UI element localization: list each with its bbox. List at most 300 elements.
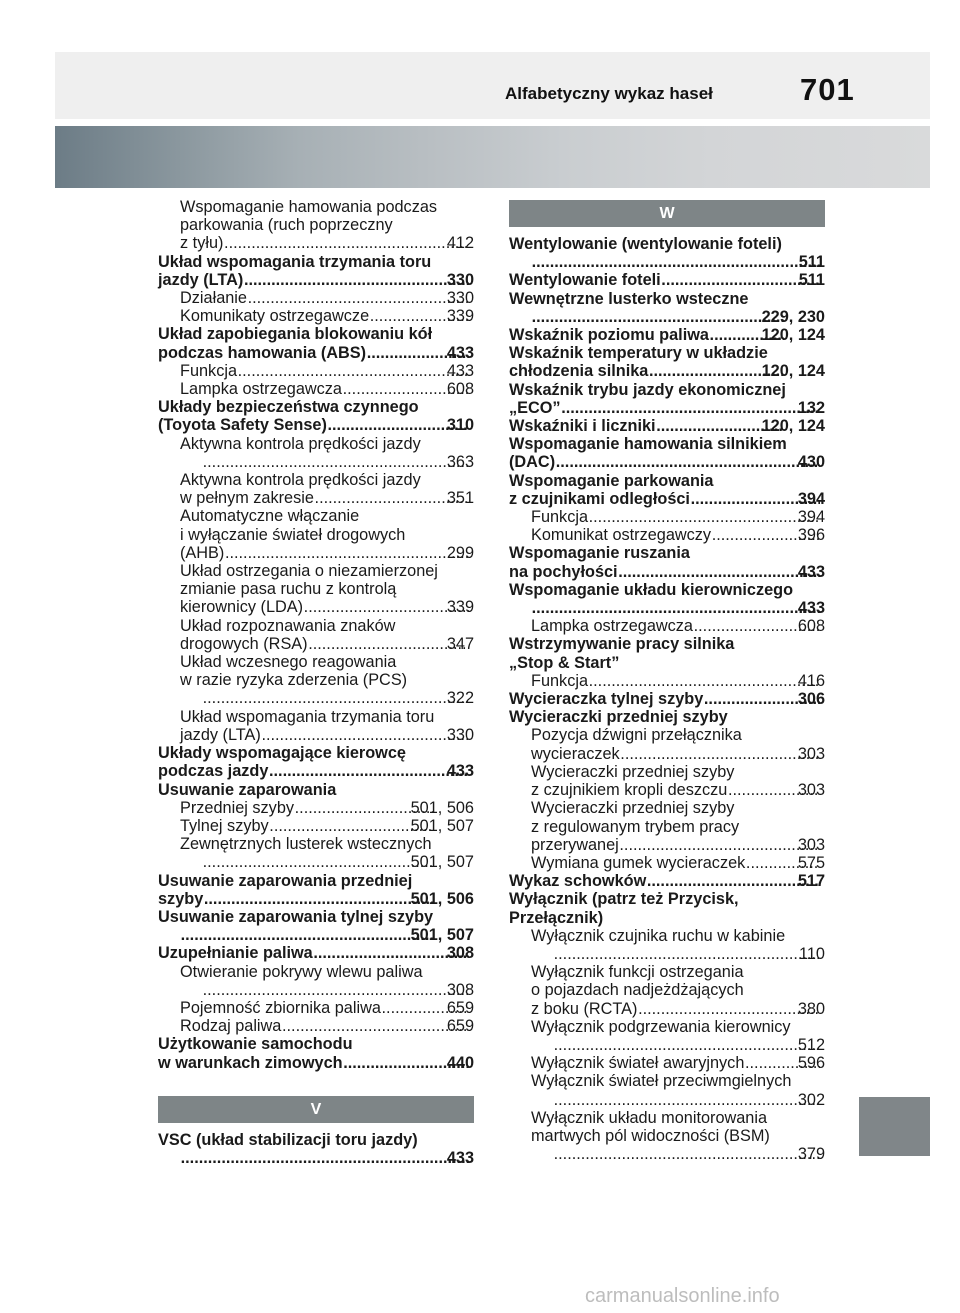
page-reference: 308 bbox=[446, 980, 474, 999]
entry-line bbox=[158, 343, 474, 362]
entry-line: Wspomaganie ruszania bbox=[509, 544, 690, 563]
page-reference: 339 bbox=[446, 598, 474, 617]
index-entry bbox=[158, 708, 474, 744]
entry-line bbox=[180, 725, 474, 744]
dot-leader bbox=[202, 453, 469, 471]
page-reference: 306 bbox=[797, 690, 825, 709]
entry-term: Wskaźnik poziomu paliwa bbox=[509, 326, 709, 345]
index-entry bbox=[158, 325, 474, 361]
index-entry bbox=[509, 690, 825, 708]
entry-line: Otwieranie pokrywy wlewu paliwa bbox=[180, 962, 423, 981]
dot-leader bbox=[637, 1000, 819, 1018]
entry-line: Wyłącznik świateł przeciwmgielnych bbox=[531, 1072, 792, 1091]
page-reference: 303 bbox=[797, 781, 825, 800]
entry-line bbox=[158, 1053, 474, 1072]
dot-leader bbox=[180, 1149, 469, 1167]
dot-leader bbox=[224, 544, 469, 562]
entry-line bbox=[509, 453, 825, 472]
entry-line bbox=[180, 489, 474, 508]
entry-line: Wyłącznik funkcji ostrzegania bbox=[531, 963, 744, 982]
entry-line: Układ zapobiegania blokowaniu kół bbox=[158, 325, 433, 344]
index-entry bbox=[158, 1131, 474, 1167]
index-entry bbox=[509, 326, 825, 344]
index-entry bbox=[158, 198, 474, 253]
entry-line bbox=[180, 307, 474, 326]
page-reference: 412 bbox=[446, 234, 474, 253]
entry-line: Układ rozpoznawania znaków bbox=[180, 616, 396, 635]
entry-term: Wskaźniki i liczniki bbox=[509, 417, 656, 436]
page-reference: 501, 507 bbox=[410, 816, 474, 835]
page-reference: 440 bbox=[446, 1053, 474, 1072]
index-entry bbox=[158, 744, 474, 780]
dot-leader bbox=[553, 945, 821, 963]
entry-line bbox=[531, 617, 825, 636]
page-reference: 433 bbox=[446, 762, 474, 781]
index-entry bbox=[509, 1054, 825, 1072]
index-entry bbox=[158, 944, 474, 962]
dot-leader bbox=[313, 944, 469, 962]
entry-line: Aktywna kontrola prędkości jazdy bbox=[180, 434, 421, 453]
entry-line bbox=[180, 543, 474, 562]
page-reference: 322 bbox=[446, 689, 474, 708]
entry-line bbox=[531, 253, 825, 271]
page-reference: 303 bbox=[797, 744, 825, 763]
entry-line bbox=[509, 271, 825, 290]
section-w-entries bbox=[509, 235, 825, 1163]
index-entry bbox=[509, 872, 825, 890]
entry-term: Funkcja bbox=[180, 361, 238, 380]
dot-leader bbox=[180, 926, 433, 944]
entry-line bbox=[180, 289, 474, 308]
entry-line bbox=[202, 981, 474, 999]
entry-term: jazdy (LTA) bbox=[158, 270, 244, 289]
index-entry bbox=[158, 380, 474, 398]
index-column-right bbox=[509, 198, 825, 1163]
page-reference: 330 bbox=[446, 270, 474, 289]
entry-line bbox=[509, 690, 825, 709]
dot-leader bbox=[203, 890, 432, 908]
entry-line bbox=[531, 999, 825, 1018]
index-entry bbox=[158, 289, 474, 307]
entry-term: jazdy (LTA) bbox=[180, 725, 261, 744]
page-reference: 608 bbox=[797, 617, 825, 636]
index-entry bbox=[158, 253, 474, 289]
index-entry bbox=[158, 307, 474, 325]
entry-line bbox=[180, 798, 474, 817]
page-reference: 303 bbox=[797, 835, 825, 854]
dot-leader bbox=[202, 689, 469, 707]
entry-line: Usuwanie zaparowania tylnej szyby bbox=[158, 907, 434, 926]
dot-leader bbox=[646, 872, 820, 890]
entry-line: Wentylowanie (wentylowanie foteli) bbox=[509, 235, 782, 253]
entry-line: Układy bezpieczeństwa czynnego bbox=[158, 398, 419, 417]
entry-line: martwych pól widoczności (BSM) bbox=[531, 1126, 770, 1145]
entry-term: kierownicy (LDA) bbox=[180, 598, 304, 617]
entry-line: Automatyczne włączanie bbox=[180, 507, 360, 526]
entry-term: Przedniej szyby bbox=[180, 798, 295, 817]
entry-term: Funkcja bbox=[531, 508, 589, 527]
header-photo-band bbox=[55, 126, 930, 188]
page-number: 701 bbox=[800, 72, 855, 107]
page-reference: 501, 507 bbox=[410, 926, 474, 945]
entry-line bbox=[509, 417, 825, 436]
page-reference: 308 bbox=[446, 944, 474, 963]
section-v-entries bbox=[158, 1131, 474, 1167]
entry-line bbox=[509, 653, 825, 672]
entry-line bbox=[158, 416, 474, 435]
entry-term: przerywanej bbox=[531, 835, 619, 854]
dot-leader bbox=[223, 234, 468, 252]
entry-line: Wyłącznik (patrz też Przycisk, bbox=[509, 890, 739, 909]
entry-line bbox=[509, 398, 825, 417]
index-entry bbox=[158, 999, 474, 1017]
dot-leader bbox=[202, 853, 433, 871]
entry-line: Pozycja dźwigni przełącznika bbox=[531, 726, 742, 745]
entry-term: Lampka ostrzegawcza bbox=[531, 617, 693, 636]
entry-line: Wstrzymywanie pracy silnika bbox=[509, 635, 735, 654]
index-entry bbox=[509, 344, 825, 380]
entry-term: Przełącznik) bbox=[509, 908, 604, 927]
entry-line bbox=[509, 362, 825, 381]
page-reference: 416 bbox=[797, 671, 825, 690]
index-entry bbox=[509, 854, 825, 872]
entry-line: z regulowanym trybem pracy bbox=[531, 817, 740, 836]
entry-line: parkowania (ruch poprzeczny bbox=[180, 216, 393, 235]
page-reference: 302 bbox=[797, 1090, 825, 1109]
entry-term: (AHB) bbox=[180, 543, 225, 562]
index-entry bbox=[509, 708, 825, 726]
dot-leader bbox=[281, 1017, 468, 1035]
page-reference: 511 bbox=[798, 253, 825, 272]
entry-line: i wyłączanie świateł drogowych bbox=[180, 525, 406, 544]
dot-leader bbox=[588, 508, 820, 526]
page-reference: 433 bbox=[446, 361, 474, 380]
entry-line bbox=[180, 634, 474, 653]
index-entry bbox=[509, 726, 825, 762]
dot-leader bbox=[561, 399, 820, 417]
dot-leader bbox=[553, 1145, 820, 1163]
entry-line: Zewnętrznych lusterek wstecznych bbox=[180, 835, 432, 854]
entry-line: o pojazdach nadjeżdżających bbox=[531, 981, 744, 1000]
dot-leader bbox=[620, 745, 820, 763]
dot-leader bbox=[247, 289, 469, 307]
entry-line bbox=[158, 270, 474, 289]
entry-line bbox=[509, 489, 825, 508]
entry-term: w pełnym zakresie bbox=[180, 489, 314, 508]
entry-line bbox=[180, 380, 474, 399]
entry-line bbox=[158, 889, 474, 908]
entry-line bbox=[531, 508, 825, 527]
entry-term: z czujnikami odległości bbox=[509, 489, 690, 508]
dot-leader bbox=[269, 817, 433, 835]
dot-leader bbox=[268, 762, 468, 780]
page-reference: 511 bbox=[798, 271, 825, 290]
dot-leader bbox=[243, 271, 469, 289]
index-entry bbox=[509, 763, 825, 799]
index-entry bbox=[509, 417, 825, 435]
page-reference: 575 bbox=[797, 853, 825, 872]
page-reference: 501, 506 bbox=[410, 798, 474, 817]
page-reference: 433 bbox=[797, 599, 825, 618]
entry-line bbox=[553, 1036, 825, 1054]
entry-line: zmianie pasa ruchu z kontrolą bbox=[180, 580, 397, 599]
index-entry bbox=[158, 362, 474, 380]
page-reference: 659 bbox=[446, 998, 474, 1017]
entry-term: Wykaz schowków bbox=[509, 872, 647, 891]
index-entry bbox=[509, 472, 825, 508]
page-reference: 310 bbox=[446, 416, 474, 435]
entry-line: Wspomaganie hamowania podczas bbox=[180, 198, 438, 216]
entry-line bbox=[180, 816, 474, 835]
entry-line: Wyłącznik układu monitorowania bbox=[531, 1108, 768, 1127]
index-entry bbox=[509, 544, 825, 580]
entry-term: Usuwanie zaparowania bbox=[158, 780, 337, 799]
page-reference: 596 bbox=[797, 1054, 825, 1073]
entry-line bbox=[509, 872, 825, 891]
header-band bbox=[55, 52, 930, 119]
index-entry bbox=[158, 963, 474, 999]
entry-term: chłodzenia silnika bbox=[509, 362, 649, 381]
entry-term: „Stop & Start” bbox=[509, 653, 620, 672]
index-entry bbox=[509, 1018, 825, 1054]
entry-line bbox=[531, 835, 825, 854]
page-reference: 120, 124 bbox=[761, 362, 825, 381]
entry-line bbox=[202, 689, 474, 707]
index-entry bbox=[158, 799, 474, 817]
entry-line bbox=[509, 562, 825, 581]
page-reference: 396 bbox=[797, 526, 825, 545]
entry-term: z czujnikiem kropli deszczu bbox=[531, 781, 728, 800]
index-entry bbox=[158, 835, 474, 871]
index-entry bbox=[509, 672, 825, 690]
entry-line: Wskaźnik temperatury w układzie bbox=[509, 344, 768, 363]
index-entry bbox=[158, 781, 474, 799]
watermark: carmanualsonline.info bbox=[585, 1285, 780, 1307]
entry-line bbox=[509, 708, 825, 727]
entry-line bbox=[180, 1149, 474, 1167]
entry-term: Rodzaj paliwa bbox=[180, 1017, 282, 1036]
index-entry bbox=[509, 799, 825, 854]
entry-term: (Toyota Safety Sense) bbox=[158, 416, 327, 435]
entry-line: Użytkowanie samochodu bbox=[158, 1035, 353, 1054]
entry-line: Układ wspomagania trzymania toru bbox=[158, 252, 432, 271]
entry-term: Tylnej szyby bbox=[180, 816, 269, 835]
entry-line: Wspomaganie parkowania bbox=[509, 471, 714, 490]
page-reference: 351 bbox=[446, 489, 474, 508]
index-entry bbox=[158, 507, 474, 562]
index-entry bbox=[158, 562, 474, 617]
entry-term: (DAC) bbox=[509, 453, 556, 472]
entry-line bbox=[531, 599, 825, 617]
entry-line bbox=[531, 853, 825, 872]
entry-line bbox=[531, 744, 825, 763]
index-entry bbox=[509, 963, 825, 1018]
entry-term: Wyłącznik świateł awaryjnych bbox=[531, 1054, 745, 1073]
index-entry bbox=[509, 381, 825, 417]
page-reference: 512 bbox=[797, 1035, 825, 1054]
entry-line bbox=[158, 762, 474, 781]
entry-line bbox=[509, 326, 825, 345]
entry-line: Wycieraczki przedniej szyby bbox=[531, 799, 735, 818]
page-reference: 433 bbox=[446, 343, 474, 362]
dot-leader bbox=[314, 489, 469, 507]
index-entry bbox=[158, 817, 474, 835]
entry-term: Pojemność zbiornika paliwa bbox=[180, 998, 381, 1017]
entry-term: podczas jazdy bbox=[158, 762, 269, 781]
entry-line bbox=[158, 780, 474, 799]
entry-line: Wspomaganie hamowania silnikiem bbox=[509, 435, 787, 454]
page-reference: 608 bbox=[446, 380, 474, 399]
page-reference: 120, 124 bbox=[761, 326, 825, 345]
entry-term: z tyłu) bbox=[180, 234, 224, 253]
page-reference: 330 bbox=[446, 725, 474, 744]
entry-term: z boku (RCTA) bbox=[531, 999, 638, 1018]
page-reference: 380 bbox=[797, 999, 825, 1018]
entry-line: w razie ryzyka zderzenia (PCS) bbox=[180, 671, 408, 690]
dot-leader bbox=[531, 308, 784, 326]
entry-line: VSC (układ stabilizacji toru jazdy) bbox=[158, 1130, 418, 1149]
index-entry bbox=[509, 435, 825, 471]
dot-leader bbox=[553, 1091, 820, 1109]
index-entry bbox=[509, 890, 825, 926]
entry-line bbox=[531, 671, 825, 690]
entry-line: Aktywna kontrola prędkości jazdy bbox=[180, 471, 421, 490]
index-entry bbox=[158, 653, 474, 708]
dot-leader bbox=[202, 981, 469, 999]
entry-line bbox=[180, 598, 474, 617]
entry-line bbox=[180, 926, 474, 944]
entry-line bbox=[202, 853, 474, 871]
index-entry bbox=[158, 617, 474, 653]
entry-line: Układ wczesnego reagowania bbox=[180, 653, 397, 672]
chapter-thumb-tab bbox=[859, 1097, 930, 1156]
page-reference: 433 bbox=[446, 1148, 474, 1167]
index-entry bbox=[509, 526, 825, 544]
index-entry bbox=[158, 1035, 474, 1071]
section-header-v: V bbox=[158, 1096, 474, 1123]
entry-term: Komunikat ostrzegawczy bbox=[531, 526, 712, 545]
entry-line: Wycieraczki przedniej szyby bbox=[531, 762, 735, 781]
index-entry bbox=[158, 1017, 474, 1035]
entry-line bbox=[531, 781, 825, 800]
entry-line: Wyłącznik podgrzewania kierownicy bbox=[531, 1017, 791, 1036]
index-entry bbox=[509, 235, 825, 271]
page-reference: 501, 507 bbox=[410, 853, 474, 872]
dot-leader bbox=[237, 362, 469, 380]
dot-leader bbox=[618, 563, 820, 581]
entry-line: Układ ostrzegania o niezamierzonej bbox=[180, 562, 438, 581]
index-entry bbox=[509, 617, 825, 635]
entry-term: drogowych (RSA) bbox=[180, 634, 308, 653]
entry-term: Lampka ostrzegawcza bbox=[180, 380, 342, 399]
entry-term: Wymiana gumek wycieraczek bbox=[531, 853, 746, 872]
dot-leader bbox=[555, 453, 820, 471]
entry-term: Komunikaty ostrzegawcze bbox=[180, 307, 370, 326]
entry-line bbox=[202, 453, 474, 471]
dot-leader bbox=[619, 836, 820, 854]
page-reference: 517 bbox=[797, 872, 825, 891]
index-entry bbox=[158, 435, 474, 471]
page-reference: 299 bbox=[446, 543, 474, 562]
entry-term: szyby bbox=[158, 889, 204, 908]
page-reference: 659 bbox=[446, 1017, 474, 1036]
entry-line: Układy wspomagające kierowcę bbox=[158, 744, 406, 763]
index-entry bbox=[509, 290, 825, 326]
entry-line: Wyłącznik czujnika ruchu w kabinie bbox=[531, 926, 786, 945]
dot-leader bbox=[303, 598, 469, 616]
entry-term: Funkcja bbox=[531, 671, 589, 690]
page-reference: 501, 506 bbox=[410, 889, 474, 908]
entry-line bbox=[180, 361, 474, 380]
entry-term: Wycieraczka tylnej szyby bbox=[509, 690, 704, 709]
dot-leader bbox=[531, 599, 820, 617]
page-reference: 110 bbox=[799, 944, 825, 963]
entry-term: podczas hamowania (ABS) bbox=[158, 343, 367, 362]
index-entry bbox=[509, 581, 825, 617]
entry-term: Uzupełnianie paliwa bbox=[158, 944, 313, 963]
index-entry bbox=[509, 927, 825, 963]
page-reference: 330 bbox=[446, 289, 474, 308]
entry-term: „ECO” bbox=[509, 398, 561, 417]
entry-line: Usuwanie zaparowania przedniej bbox=[158, 871, 413, 890]
page-header-title: Alfabetyczny wykaz haseł bbox=[505, 84, 713, 103]
entry-line bbox=[158, 944, 474, 963]
dot-leader bbox=[661, 271, 821, 289]
dot-leader bbox=[261, 726, 469, 744]
entry-line bbox=[553, 1091, 825, 1109]
page-reference: 430 bbox=[797, 453, 825, 472]
entry-line bbox=[553, 1145, 825, 1163]
left-entries bbox=[158, 198, 474, 1072]
entry-line: Wewnętrzne lusterko wsteczne bbox=[509, 289, 749, 308]
dot-leader bbox=[553, 1036, 820, 1054]
index-entry bbox=[509, 1072, 825, 1108]
page-reference: 229, 230 bbox=[761, 307, 825, 326]
page-reference: 394 bbox=[797, 489, 825, 508]
entry-term: Wycieraczki przedniej szyby bbox=[509, 708, 728, 727]
entry-line bbox=[180, 1017, 474, 1036]
index-entry bbox=[509, 1109, 825, 1164]
entry-line bbox=[553, 945, 825, 963]
dot-leader bbox=[588, 672, 820, 690]
index-column-left bbox=[158, 198, 474, 1167]
page-reference: 347 bbox=[446, 634, 474, 653]
entry-line bbox=[180, 234, 474, 253]
page-reference: 132 bbox=[797, 398, 825, 417]
entry-term: Wentylowanie foteli bbox=[509, 271, 661, 290]
page-reference: 379 bbox=[797, 1145, 825, 1164]
index-entry bbox=[509, 508, 825, 526]
index-entry bbox=[158, 398, 474, 434]
entry-term: w warunkach zimowych bbox=[158, 1053, 343, 1072]
dot-leader bbox=[308, 635, 469, 653]
page-reference: 339 bbox=[446, 307, 474, 326]
section-header-w: W bbox=[509, 200, 825, 227]
page-reference: 433 bbox=[797, 562, 825, 581]
index-entry bbox=[158, 872, 474, 908]
dot-leader bbox=[531, 253, 821, 271]
entry-line: Wskaźnik trybu jazdy ekonomicznej bbox=[509, 380, 786, 399]
entry-term: na pochyłości bbox=[509, 562, 618, 581]
entry-line bbox=[531, 1054, 825, 1073]
entry-line bbox=[509, 908, 825, 927]
entry-line: Wspomaganie układu kierowniczego bbox=[509, 580, 794, 599]
index-entry bbox=[509, 635, 825, 671]
entry-line bbox=[531, 308, 825, 326]
entry-line bbox=[180, 998, 474, 1017]
page-reference: 120, 124 bbox=[761, 417, 825, 436]
index-entry bbox=[509, 271, 825, 289]
